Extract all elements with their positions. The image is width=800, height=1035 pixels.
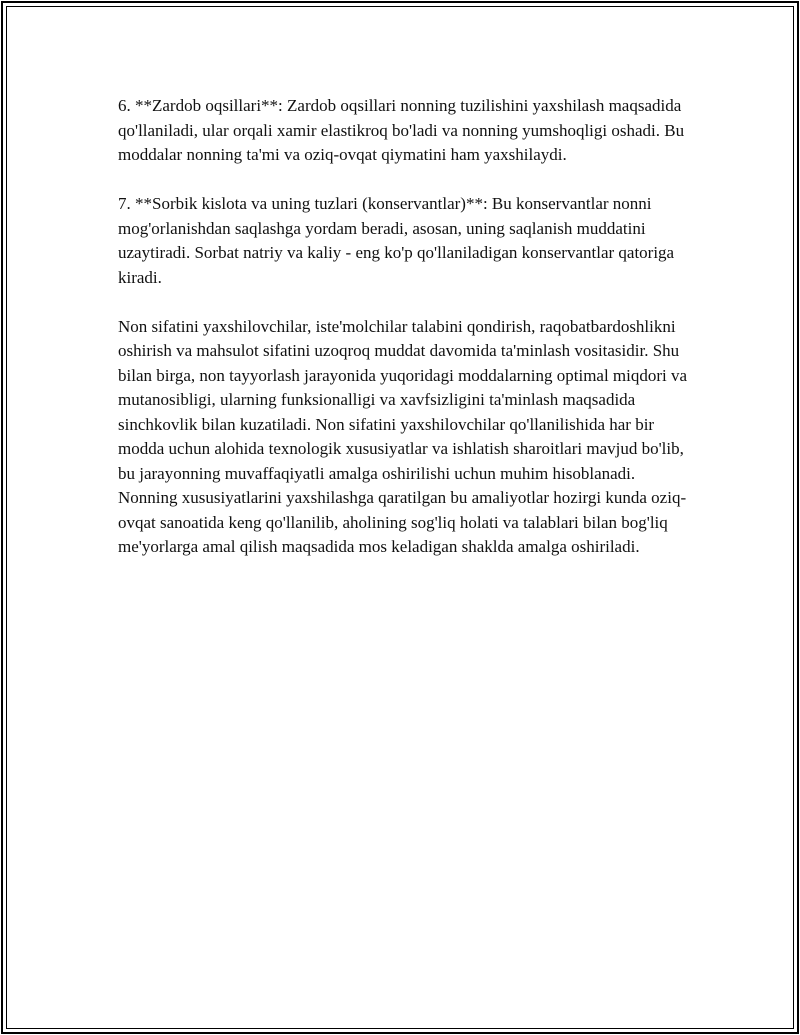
paragraph-zardob-oqsillari: 6. **Zardob oqsillari**: Zardob oqsillari nonning tuzilishini yaxshilash maqsadida qo'llaniladi, ular orqali xamir elastikroq bo'ladi va nonning yumshoqligi oshadi. Bu moddalar nonning ta'mi va oziq-ovqat qiymatini ham yaxshilaydi. [118,96,685,164]
document-body [118,94,688,584]
paragraph-sorbik-kislota: 7. **Sorbik kislota va uning tuzlari (konservantlar)**: Bu konservantlar nonni mog'orlanishdan saqlashga yordam beradi, asosan, uning saqlanish muddatini uzaytiradi. Sorbat natriy va kaliy - eng ko'p qo'llaniladigan konservantlar qatoriga kiradi. [118,194,675,287]
paragraph-conclusion: Non sifatini yaxshilovchilar, iste'molchilar talabini qondirish, raqobatbardoshlikni oshirish va mahsulot sifatini uzoqroq muddat davomida ta'minlash vositasidir. Shu bilan birga, non tayyorlash jarayonida yuqoridagi moddalarning optimal miqdori va mutanosibligi, ularning funksionalligi va xavfsizligini ta'minlash maqsadida sinchkovlik bilan kuzatiladi. Non sifatini yaxshilovchilar qo'llanilishida har bir modda uchun alohida texnologik xususiyatlar va ishlatish sharoitlari mavjud bo'lib, bu jarayonning muvaffaqiyatli amalga oshirilishi uchun muhim hisoblanadi. Nonning xususiyatlarini yaxshilashga qaratilgan bu amaliyotlar hozirgi kunda oziq-ovqat sanoatida keng qo'llanilib, aholining sog'liq holati va talablari bilan bog'liq me'yorlarga amal qilish maqsadida mos keladigan shaklda amalga oshiriladi. [118,316,688,556]
